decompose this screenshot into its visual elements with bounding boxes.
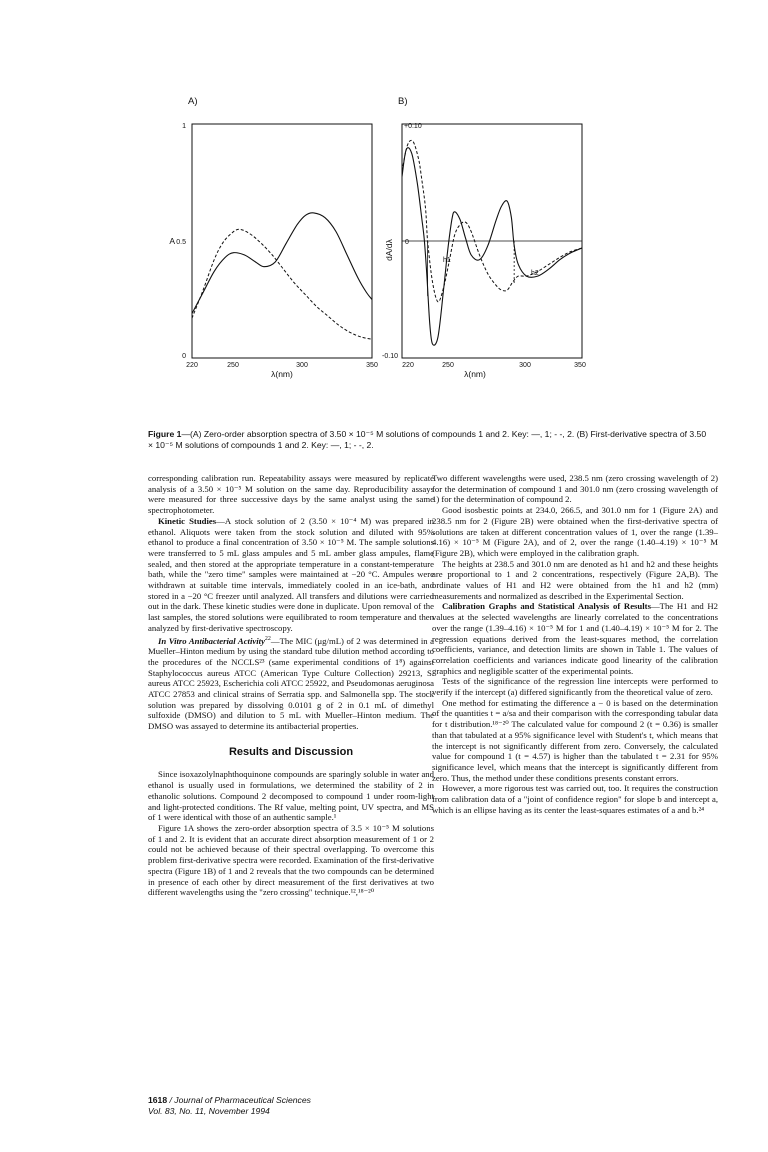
right-paragraph-7: However, a more rigorous test was carried out, too. It requires the construction from calibration data of a "joint of confidence region" for slope b and intercept a, which is an ellipse having as its center the least-squares estimates of a and b.²⁴ [432,783,718,815]
panel-b-ytick-zero: 0 [405,239,409,246]
panel-a-series-2-line [192,229,372,339]
panel-b-xtick-220: 220 [402,362,414,369]
panel-b-xtick-350: 350 [574,362,586,369]
panel-b-ytick-top: +0.10 [404,123,422,130]
left-column [148,473,434,898]
panel-b-label: B) [398,96,408,107]
calibration-paragraph [432,601,718,676]
panel-b-series-2-line [402,140,582,302]
in-vitro-heading: In Vitro Antibacterial Activity [158,635,265,646]
panel-a-ylabel: A [169,236,175,246]
panel-b-xlabel: λ(nm) [464,369,486,379]
right-paragraph-2: Good isosbestic points at 234.0, 266.5, and 301.0 nm for 1 (Figure 2A) and 238.5 nm for 2 (Figure 2B) were obtained when the first-derivative spectra of solutions are taken at different concentration values of 1, over the range (1.39–4.16) × 10⁻⁵ M (Figure 2A), and of 2, over the range (1.40–4.19) × 10⁻⁵ M (Figure 2B), which were employed in the calibration graph. [432,505,718,558]
panel-b-ylabel: dA/dλ [384,239,394,261]
results-paragraph-1: Since isoxazolylnaphthoquinone compounds are sparingly soluble in water and ethanol is usually used in formulations, we determined the stability of 2 in ethanolic solutions. Compound 2 decomposed to compound 1 under room-light and light-protected conditions. The Rf value, melting point, UV spectra, and MS of 1 were identical with those of an authentic sample.¹ [148,769,434,823]
panel-a-xtick-220: 220 [186,362,198,369]
panel-a-xtick-350: 350 [366,362,378,369]
journal-name: / Journal of Pharmaceutical Sciences [167,1095,311,1105]
panel-a-xtick-250: 250 [227,362,239,369]
panel-a-series-1-line [192,213,372,314]
right-paragraph-3: The heights at 238.5 and 301.0 nm are denoted as h1 and h2 and these heights are proportional to 1 and 2 concentrations, respectively (Figure 2A,B). The ordinate values of H1 and H2 were obtained from the h1 and h2 (mm) measurements and normalized as described in the Experimental Section. [432,558,718,601]
kinetic-studies-paragraph [148,516,434,634]
calibration-text: —The H1 and H2 values at the selected wavelengths are linearly correlated to the concentrations over the range (1.39–4.16) × 10⁻⁵ M for 1 and (1.40–4.19) × 10⁻⁵ M for 2. The regression equations derived from the least-squares method, the correlation coefficients, variance, and detection limits are shown in Table 1. The values of correlation coefficients and variances indicate good linearity of the calibration graphics and negligible scatter of the experimental points. [432,601,718,676]
figure-caption-text: —(A) Zero-order absorption spectra of 3.50 × 10⁻⁵ M solutions of compounds 1 and 2. Key: —, 1; - -, 2. (B) First-derivative spectra of 3.50 × 10⁻⁵ M solutions of compounds 1 and 2. Key: —, 1; - -, 2. [148,429,707,450]
right-paragraph-6: One method for estimating the difference a − 0 is based on the determination of the quantities t = a/sa and their comparison with the corresponding tabular data for t distribution.¹⁸⁻²⁰ The calculated value for compound 2 (t = 0.36) is smaller than that tabulated at a 95% significance level with Student's t, which means that the intercept is not significantly different from zero. Conversely, the calculated value for compound 1 (t = 4.57) is higher than the tabulated t = 2.31 for 95% significance level, which means that the intercept is significantly different from zero. Thus, the method under these conditions presents constant errors. [432,697,718,783]
panel-a-ytick-05: 0.5 [176,239,186,246]
right-column [432,473,718,816]
panel-b-xtick-250: 250 [442,362,454,369]
figure-caption [148,429,708,451]
panel-a-label: A) [188,96,198,107]
panel-a-xtick-300: 300 [296,362,308,369]
panel-a-xlabel: λ(nm) [271,369,293,379]
panel-a-frame [192,124,372,358]
figure-1 [0,0,768,420]
kinetic-studies-text: —A stock solution of 2 (3.50 × 10⁻⁴ M) was prepared in ethanol. Aliquots were taken from the stock solution and diluted with 95% ethanol to produce a final concentration of 3.50 × 10⁻⁵ M. The sample solutions were transferred to 5 mL glass ampules and 5 mL amber glass ampules, flame sealed, and then stored at the appropriate temperature in a constant-temperature bath, while the "zero time" samples were maintained at −20 °C. Ampules were withdrawn at suitable time intervals, immediately cooled in an ice-bath, and stored in a −20 °C freezer until analyzed. All transfers and dilutions were carried out in the dark. These kinetic studies were done in duplicate. Upon removal of the last samples, the stored solutions were equilibrated to room temperature and then analyzed by first-derivative spectroscopy. [148,515,434,633]
results-paragraph-2: Figure 1A shows the zero-order absorption spectra of 3.5 × 10⁻⁵ M solutions of 1 and 2. It is evident that an accurate direct absorption measurement of 1 or 2 could not be achieved because of their spectral overlapping. To overcome this problem first-derivative spectra were recorded. Examination of the first-derivative spectra (Figure 1B) of 1 and 2 reveals that the two compounds can be determined in presence of each other by direct measurement of the first derivatives at two different wavelengths using the "zero crossing" technique.¹²,¹⁸⁻²⁰ [148,822,434,898]
right-paragraph-5: Tests of the significance of the regression line intercepts were performed to verify if the intercept (a) differed significantly from the theoretical value of zero. [432,676,718,698]
section-title-results: Results and Discussion [228,745,354,758]
panel-a-ytick-0: 0 [182,353,186,360]
figure-1-svg [0,0,768,420]
panel-b-h2-label: h2 [531,270,539,277]
right-paragraph-1: Two different wavelengths were used, 238.5 nm (zero crossing wavelength of 2) for the determination of compound 1 and 301.0 nm (zero crossing wavelength of 1) for the determination of compound 2. [432,473,718,505]
page-footer [148,1095,311,1117]
in-vitro-ref: 22 [264,635,271,642]
calibration-heading: Calibration Graphs and Statistical Analysis of Results [442,601,651,612]
panel-b-ytick-bottom: -0.10 [382,353,398,360]
left-paragraph-1: corresponding calibration run. Repeatability assays were measured by replicate analysis of a 3.50 × 10⁻⁵ M solution on the same day. Reproducibility assays were measured for three successive days by the same analyst using the same spectrophotometer. [148,473,434,516]
panel-a-ytick-1: 1 [182,123,186,130]
figure-caption-label: Figure 1 [148,429,182,439]
page-number: 1618 [148,1095,168,1105]
panel-b-xtick-300: 300 [519,362,531,369]
in-vitro-paragraph [148,634,434,732]
panel-b-h1-label: h1 [443,257,451,264]
in-vitro-text: —The MIC (μg/mL) of 2 was determined in a Mueller–Hinton medium by using the standard tube dilution method according to the procedures of the NCCLS²³ (same experimental conditions of 1⁸) against Staphylococcus aureus ATCC (American Type Culture Collection) 29213, S. aureus ATCC 25923, Escherichia coli ATCC 25922, and Pseudomonas aeruginosa ATCC 27853 and clinical strains of Serratia spp. and Salmonella spp. The stock solution was prepared by dissolving 0.0101 g of 2 in 0.1 mL of dimethyl sulfoxide (DMSO) and dilution to 5 mL with Mueller–Hinton medium. The DMSO was assayed to determine its antibacterial properties. [148,635,434,732]
journal-volume: Vol. 83, No. 11, November 1994 [148,1106,270,1116]
kinetic-studies-heading: Kinetic Studies [158,515,217,526]
panel-b-series-1-line [402,148,582,346]
